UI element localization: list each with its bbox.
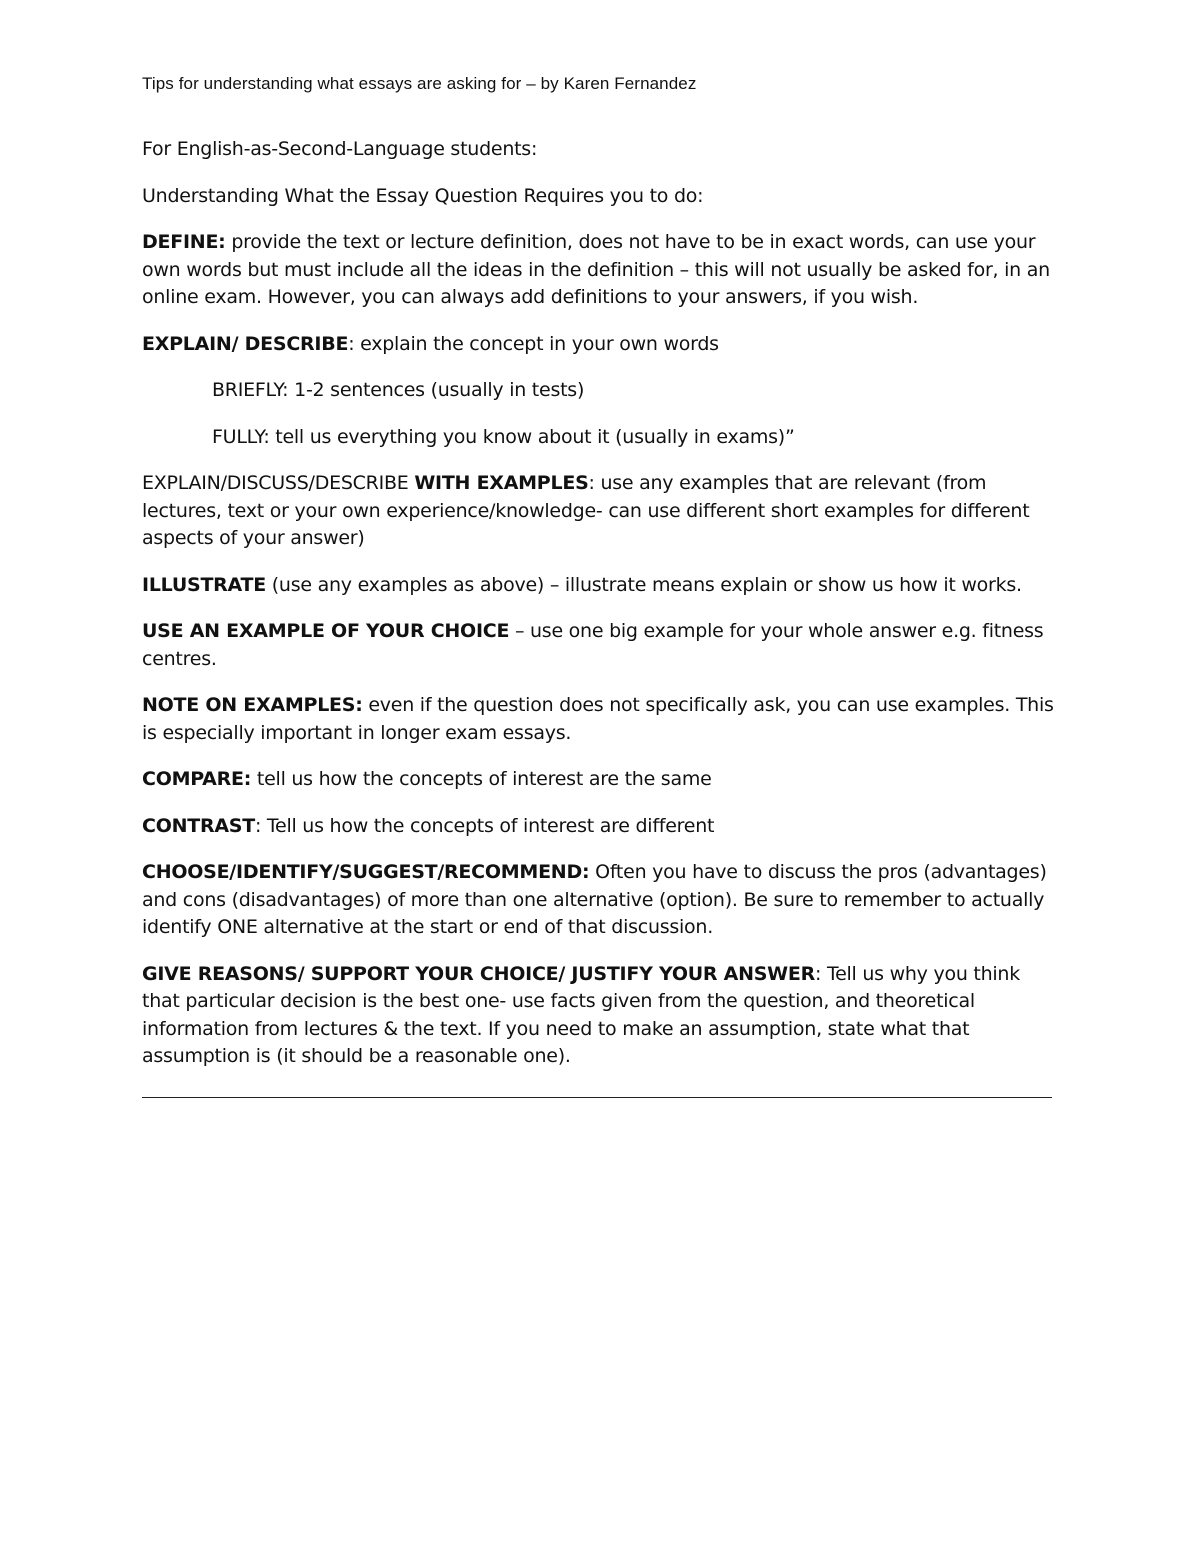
illustrate-text: (use any examples as above) – illustrate means explain or show us how it works. [265, 573, 1022, 596]
illustrate-term: ILLUSTRATE [142, 573, 266, 596]
compare-paragraph [142, 766, 1062, 794]
explain-describe-paragraph [142, 331, 1062, 359]
audience-line: For English-as-Second-Language students: [142, 138, 538, 160]
with-examples-prefix: EXPLAIN/DISCUSS/DESCRIBE [142, 472, 415, 494]
briefly-line: BRIEFLY: 1-2 sentences (usually in tests) [212, 379, 585, 401]
contrast-paragraph [142, 813, 1062, 841]
give-reasons-term: GIVE REASONS/ SUPPORT YOUR CHOICE/ JUSTIFY YOUR ANSWER [142, 962, 815, 985]
illustrate-paragraph [142, 572, 1062, 600]
compare-term: COMPARE: [142, 768, 252, 790]
section-divider [142, 1097, 1052, 1098]
use-example-paragraph [142, 618, 1062, 673]
define-paragraph [142, 229, 1062, 312]
explain-describe-term: EXPLAIN/ DESCRIBE [142, 332, 349, 355]
give-reasons-text: : Tell us why you think that particular decision is the best one- use facts given from the question, and theoretical information from lectures & the text. If you need to make an assumption, state what that assumption is (it should be a reasonable one). [142, 962, 1020, 1067]
use-example-term: USE AN EXAMPLE OF YOUR CHOICE [142, 620, 510, 642]
explain-describe-text: : explain the concept in your own words [348, 332, 719, 355]
contrast-text: : Tell us how the concepts of interest are different [254, 814, 715, 837]
compare-text: tell us how the concepts of interest are the same [251, 768, 712, 790]
with-examples-paragraph [142, 470, 1062, 553]
document-title: Tips for understanding what essays are asking for – by Karen Fernandez [142, 74, 697, 93]
note-examples-term: NOTE ON EXAMPLES: [142, 694, 363, 716]
define-term: DEFINE: [142, 231, 226, 253]
with-examples-text: : use any examples that are relevant (from lectures, text or your own experience/knowledge- can use different short examples for different aspects of your answer) [142, 472, 1030, 549]
choose-term: CHOOSE/IDENTIFY/SUGGEST/RECOMMEND: [142, 861, 590, 883]
choose-text: Often you have to discuss the pros (advantages) and cons (disadvantages) of more than one alternative (option). Be sure to remember to actually identify ONE alternative at the start or end of that discussion. [142, 861, 1047, 938]
choose-paragraph [142, 859, 1062, 942]
use-example-text: – use one big example for your whole answer e.g. fitness centres. [142, 620, 1044, 670]
fully-line: FULLY: tell us everything you know about it (usually in exams)” [212, 425, 795, 448]
note-examples-paragraph [142, 692, 1062, 747]
section-heading: Understanding What the Essay Question Requires you to do: [142, 184, 704, 207]
contrast-term: CONTRAST [142, 814, 255, 837]
with-examples-term: WITH EXAMPLES [414, 472, 589, 494]
define-text: provide the text or lecture definition, does not have to be in exact words, can use your own words but must include all the ideas in the definition – this will not usually be asked for, in an online exam. However, you can always add definitions to your answers, if you wish. [142, 231, 1050, 308]
document-page [142, 72, 1062, 1098]
give-reasons-paragraph [142, 961, 1062, 1071]
note-examples-text: even if the question does not specifically ask, you can use examples. This is especially important in longer exam essays. [142, 694, 1054, 744]
